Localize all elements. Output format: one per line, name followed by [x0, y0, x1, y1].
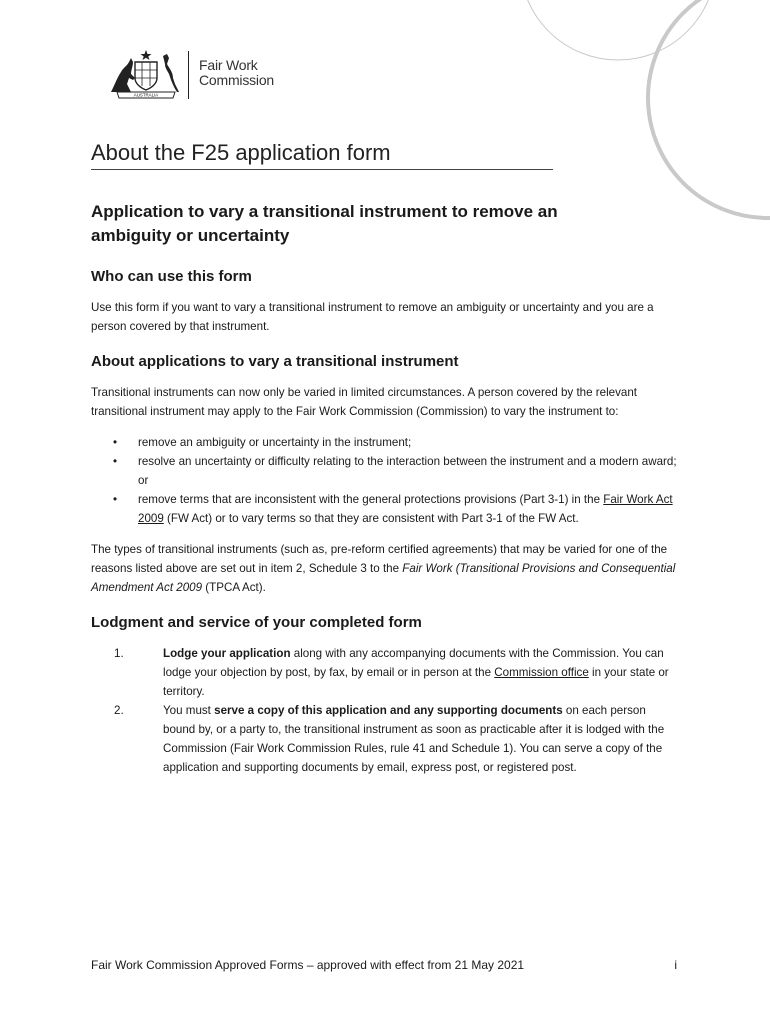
page-title: About the F25 application form: [91, 139, 553, 170]
who-can-use-heading: Who can use this form: [91, 268, 252, 285]
logo-wordmark: [199, 58, 274, 88]
step-text: along with any accompanying documents with the Commission. You can lodge your objection by post, by fax, by email or in person at the: [163, 647, 664, 679]
footer-text: Fair Work Commission Approved Forms – approved with effect from 21 May 2021: [91, 958, 525, 972]
step-item: [91, 644, 681, 701]
decorative-circle-large: [648, 0, 770, 218]
step-number: 1.: [114, 647, 124, 660]
page-number: i: [674, 958, 677, 972]
step-text-end: in your state or territory.: [163, 666, 669, 698]
application-title: Application to vary a transitional instrument to remove an ambiguity or uncertainty: [91, 202, 558, 245]
note-text: The types of transitional instruments (such as, pre-reform certified agreements) that may be varied for one of the reasons listed above are set out in item 2, Schedule 3 to the: [91, 543, 668, 575]
note-text-end: (TPCA Act).: [202, 581, 266, 594]
transitional-instruments-note: [91, 540, 681, 597]
list-item-text-end: (FW Act) or to vary terms so that they are consistent with Part 3-1 of the FW Act.: [163, 512, 579, 525]
bullet-icon: •: [113, 455, 118, 468]
about-applications-intro: Transitional instruments can now only be varied in limited circumstances. A person covered by the relevant transitional instrument may apply to the Fair Work Commission (Commission) to vary the instrument to:: [91, 386, 638, 418]
list-item: [91, 433, 681, 452]
fair-work-commission-logo: [107, 48, 307, 104]
step-text: on each person bound by, or a party to, the transitional instrument as soon as practicable after it is lodged with the Commission (Fair Work Commission Rules, rule 41 and Schedule 1). You can serve a copy of the application and supporting documents by email, express post, or registered post.: [163, 704, 665, 774]
coat-of-arms-icon: [107, 48, 183, 100]
tpca-act-title: Fair Work (Transitional Provisions and Consequential Amendment Act 2009: [91, 562, 676, 594]
list-item-text: resolve an uncertainty or difficulty relating to the interaction between the instrument and a modern award; or: [138, 455, 677, 487]
fair-work-act-link[interactable]: Fair Work Act 2009: [138, 493, 673, 525]
main-content: [91, 200, 681, 777]
list-item-text: remove an ambiguity or uncertainty in the instrument;: [138, 436, 412, 449]
step-bold: serve a copy of this application and any supporting documents: [214, 704, 563, 717]
step-item: [91, 701, 681, 777]
list-item-text: remove terms that are inconsistent with the general protections provisions (Part 3-1) in the: [138, 493, 604, 506]
logo-line-1: Fair Work: [199, 57, 258, 73]
about-applications-heading: About applications to vary a transitional instrument: [91, 353, 459, 370]
svg-text:AUSTRALIA: AUSTRALIA: [133, 92, 159, 98]
who-can-use-text: Use this form if you want to vary a transitional instrument to remove an ambiguity or uncertainty and you are a person covered by that instrument.: [91, 301, 654, 333]
bullet-icon: •: [113, 493, 118, 506]
page-footer: [91, 957, 681, 973]
lodgment-steps: [91, 644, 681, 777]
logo-divider: [188, 51, 189, 99]
list-item: [91, 452, 681, 490]
list-item: [91, 490, 681, 528]
vary-reasons-list: [91, 433, 681, 528]
step-number: 2.: [114, 704, 124, 717]
step-text-start: You must: [163, 704, 215, 717]
step-bold: Lodge your application: [163, 647, 291, 660]
lodgment-heading: Lodgment and service of your completed form: [91, 614, 422, 631]
bullet-icon: •: [113, 436, 118, 449]
logo-line-2: Commission: [199, 72, 275, 88]
commission-office-link[interactable]: Commission office: [494, 666, 589, 679]
